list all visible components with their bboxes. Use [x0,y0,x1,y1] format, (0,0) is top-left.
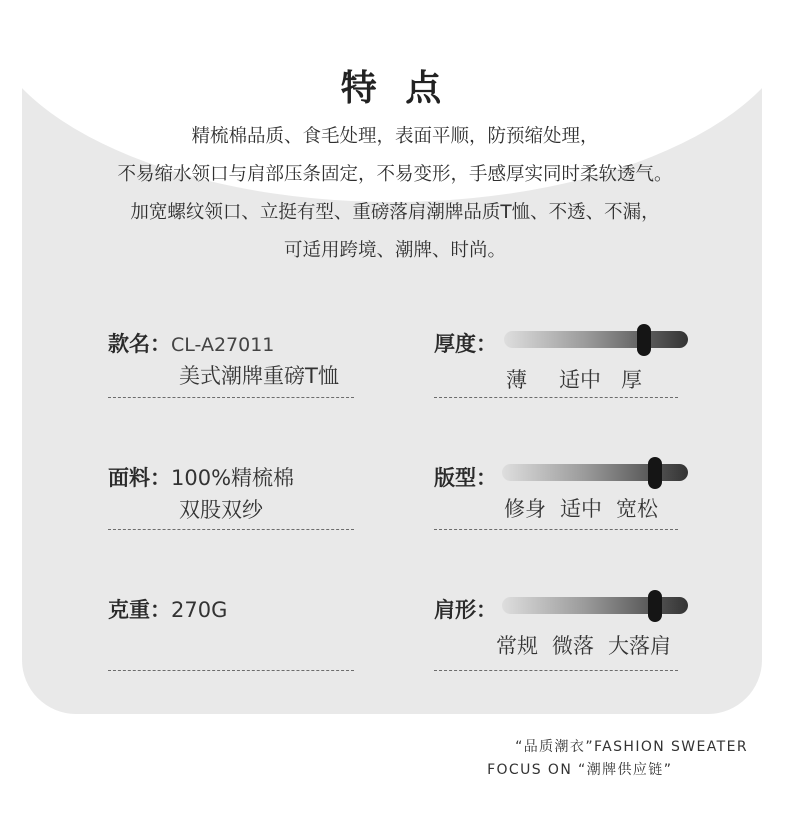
option-label: 常规 [496,634,538,658]
footer-slogan [487,736,748,782]
divider [434,670,678,671]
footer-line: FOCUS ON “潮牌供应链” [487,762,673,778]
divider [434,529,678,530]
spec-weight [108,594,227,624]
shoulder-options [496,630,671,660]
spec-label: 款名： [108,332,171,356]
shoulder-track [502,597,688,614]
intro-line: 加宽螺纹领口、立挺有型、重磅落肩潮牌品质T恤、不透、不漏， [130,202,660,223]
fit-options [504,493,658,523]
option-label: 微落 [552,634,594,658]
intro-line: 精梳棉品质、食毛处理，表面平顺，防预缩处理， [191,126,599,147]
option-label: 适中 [559,368,601,392]
spec-label: 克重： [108,598,171,622]
intro-line: 不易缩水领口与肩部压条固定，不易变形，手感厚实同时柔软透气。 [117,164,673,185]
thickness-knob [637,324,651,356]
fit-knob [648,457,662,489]
option-label: 大落肩 [608,634,671,658]
option-label: 厚 [621,368,642,392]
spec-value: 270G [171,598,228,622]
divider [108,529,354,530]
thickness-track [504,331,688,348]
section-title: 特 点 [340,68,450,109]
option-label: 宽松 [616,497,658,521]
spec-name [108,328,339,390]
intro-line: 可适用跨境、潮牌、时尚。 [283,240,506,261]
option-label: 适中 [560,497,602,521]
slider-label: 肩形： [434,598,497,622]
slider-label: 厚度： [434,332,497,356]
thickness-options [506,364,642,394]
option-label: 薄 [506,368,527,392]
shoulder-knob [648,590,662,622]
spec-fabric [108,462,294,524]
spec-value: CL-A27011 [171,334,275,356]
fit-track [502,464,688,481]
divider [434,397,678,398]
spec-value-2: 双股双纱 [179,498,263,522]
option-label: 修身 [504,497,546,521]
divider [108,670,354,671]
spec-value-2: 美式潮牌重磅T恤 [179,364,339,388]
spec-label: 面料： [108,466,171,490]
spec-value: 100%精梳棉 [171,466,295,490]
slider-label: 版型： [434,466,497,490]
divider [108,397,354,398]
intro-text [0,118,790,270]
footer-line: “品质潮衣”FASHION SWEATER [515,739,748,755]
